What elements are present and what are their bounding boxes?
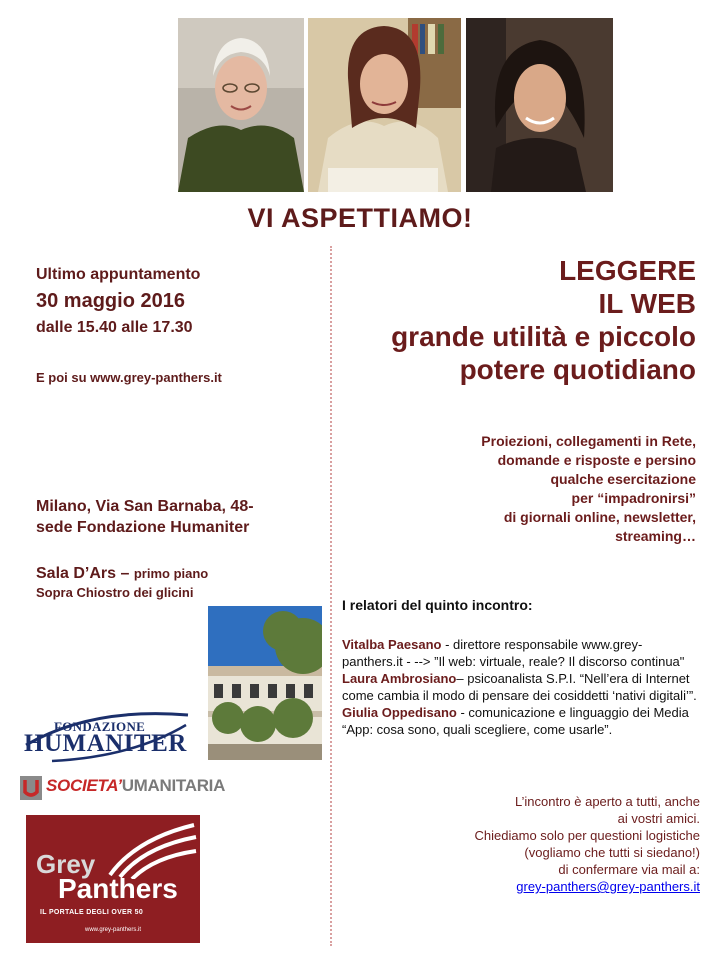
closing-line: ai vostri amici. <box>617 811 700 826</box>
intro-line: streaming… <box>615 528 696 544</box>
venue-line: sede Fondazione Humaniter <box>36 519 250 536</box>
umanitaria-b: UMANITARIA <box>121 776 226 795</box>
venue-address <box>36 496 326 538</box>
speaker-photo-3 <box>466 18 613 192</box>
website-note: E poi su www.grey-panthers.it <box>36 370 222 385</box>
event-date: 30 maggio 2016 <box>36 290 185 312</box>
headline: VI ASPETTIAMO! <box>247 203 473 233</box>
intro-line: di giornali online, newsletter, <box>503 509 696 525</box>
intro-text <box>396 432 696 546</box>
umanitaria-a: SOCIETA’ <box>46 776 122 795</box>
umanitaria-logo <box>20 774 250 804</box>
speaker-desc: - direttore responsabile www.grey-panthers.it - --> ”Il web: virtuale, reale? Il discorso continua" <box>342 637 685 669</box>
schedule-block <box>36 266 326 385</box>
gp-panthers: Panthers <box>58 873 178 904</box>
title-line: LEGGERE <box>559 255 696 286</box>
humaniter-logo <box>22 705 192 765</box>
speaker-entry <box>342 704 702 738</box>
gp-grey: Grey <box>36 849 96 879</box>
gp-tagline: IL PORTALE DEGLI OVER 50 <box>40 909 144 916</box>
speaker-photo-1 <box>178 18 304 192</box>
event-title <box>316 254 696 386</box>
speaker-entry <box>342 670 702 704</box>
closing-note <box>360 793 700 895</box>
schedule-label: Ultimo appuntamento <box>36 266 201 283</box>
contact-email-link[interactable]: grey-panthers@grey-panthers.it <box>516 879 700 894</box>
title-line: grande utilità e piccolo <box>391 321 696 352</box>
speaker-photo-2 <box>308 18 461 192</box>
room-name: Sala D’Ars – <box>36 565 130 582</box>
intro-line: Proiezioni, collegamenti in Rete, <box>481 433 696 449</box>
grey-panthers-logo <box>26 815 200 943</box>
title-line: potere quotidiano <box>459 354 696 385</box>
speakers-heading: I relatori del quinto incontro: <box>342 597 533 613</box>
intro-line: qualche esercitazione <box>550 471 696 487</box>
speaker-desc: - comunicazione e linguaggio dei Media “App: cosa sono, quali scegliere, come usarle”. <box>342 705 689 737</box>
closing-line: Chiediamo solo per questioni logistiche <box>474 828 700 843</box>
venue-line: Milano, Via San Barnaba, 48- <box>36 498 254 515</box>
cloister-photo <box>208 606 322 760</box>
panther-claw-icon <box>106 819 198 879</box>
closing-line: L’incontro è aperto a tutti, anche <box>514 794 700 809</box>
speaker-name: Laura Ambrosiano <box>342 671 457 686</box>
closing-line: (vogliamo che tutti si siedano!) <box>524 845 700 860</box>
gp-url: www.grey-panthers.it <box>84 927 142 933</box>
intro-line: domande e risposte e persino <box>497 452 696 468</box>
title-line: IL WEB <box>598 288 696 319</box>
event-time: dalle 15.40 alle 17.30 <box>36 319 193 336</box>
closing-line: di confermare via mail a: <box>558 862 700 877</box>
intro-line: per “impadronirsi” <box>571 490 696 506</box>
humaniter-main: HUMANITER <box>24 730 187 757</box>
room-location: Sopra Chiostro dei glicini <box>36 585 194 600</box>
umanitaria-mark-icon <box>20 776 42 800</box>
venue-room <box>36 565 326 600</box>
humaniter-top: FONDAZIONE <box>54 719 146 734</box>
speaker-name: Giulia Oppedisano <box>342 705 457 720</box>
speaker-desc: – psicoanalista S.P.I. “Nell’era di Internet come cambia il modo di pensare dei cosiddetti ‘nativi digitali’”. <box>342 671 697 703</box>
speakers-list <box>342 636 702 738</box>
speaker-name: Vitalba Paesano <box>342 637 442 652</box>
speaker-entry <box>342 636 702 670</box>
room-floor: primo piano <box>133 566 209 581</box>
